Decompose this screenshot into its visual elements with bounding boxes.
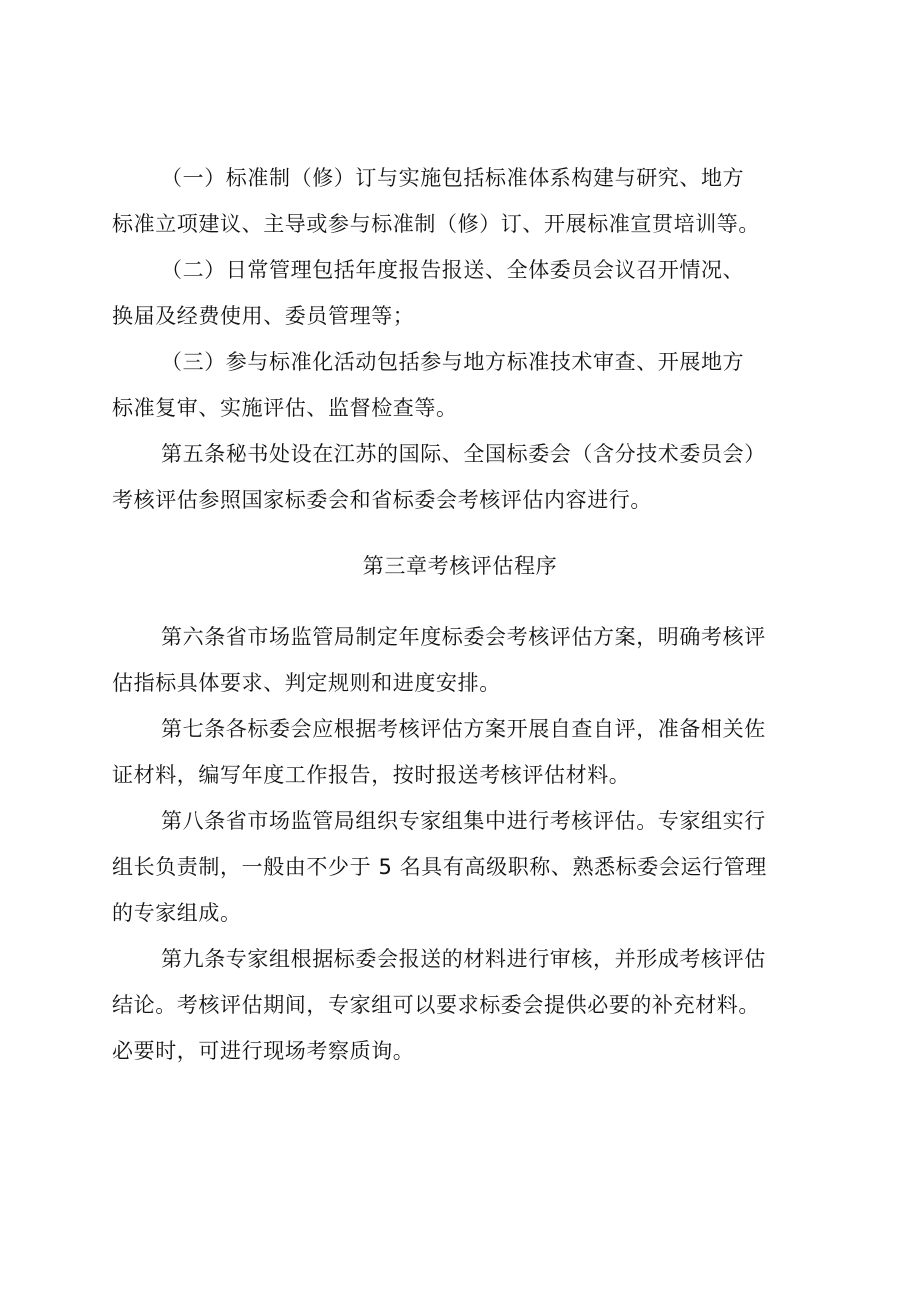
paragraph-line: 换届及经费使用、委员管理等；	[112, 304, 415, 328]
paragraph-line: （一）标准制（修）订与实施包括标准体系构建与研究、地方	[161, 166, 745, 190]
paragraph-line: 标准立项建议、主导或参与标准制（修）订、开展标准宣贯培训等。	[112, 212, 760, 236]
paragraph-daily-management	[112, 247, 824, 339]
paragraph-article-7	[112, 706, 824, 798]
paragraph-line: 标准复审、实施评估、监督检查等。	[112, 396, 458, 420]
paragraph-standardization-activities	[112, 339, 824, 431]
paragraph-line: （三）参与标准化活动包括参与地方标准技术审查、开展地方	[161, 350, 745, 374]
paragraph-line: 估指标具体要求、判定规则和进度安排。	[112, 671, 501, 695]
paragraph-line: 的专家组成。	[112, 901, 242, 925]
chapter-heading: 第三章考核评估程序	[362, 554, 558, 578]
paragraph-article-9	[112, 936, 824, 1074]
paragraph-line: 结论。考核评估期间，专家组可以要求标委会提供必要的补充材料。	[112, 993, 760, 1017]
paragraph-line: 第九条专家组根据标委会报送的材料进行审核，并形成考核评估	[161, 947, 766, 971]
paragraph-line: 第七条各标委会应根据考核评估方案开展自查自评，准备相关佐	[161, 717, 766, 741]
paragraph-article-5	[112, 431, 824, 523]
paragraph-line: 组长负责制，一般由不少于 5 名具有高级职称、熟悉标委会运行管理	[112, 855, 767, 879]
paragraph-line: 证材料，编写年度工作报告，按时报送考核评估材料。	[112, 763, 631, 787]
paragraph-standard-revision	[112, 155, 824, 247]
paragraph-line: 第五条秘书处设在江苏的国际、全国标委会（含分技术委员会）	[161, 442, 766, 466]
paragraph-line: 第六条省市场监管局制定年度标委会考核评估方案，明确考核评	[161, 625, 766, 649]
paragraph-article-6	[112, 614, 824, 706]
paragraph-line: （二）日常管理包括年度报告报送、全体委员会议召开情况、	[161, 258, 745, 282]
paragraph-line: 考核评估参照国家标委会和省标委会考核评估内容进行。	[112, 488, 652, 512]
paragraph-line: 必要时，可进行现场考察质询。	[112, 1039, 415, 1063]
paragraph-line: 第八条省市场监管局组织专家组集中进行考核评估。专家组实行	[161, 809, 766, 833]
paragraph-article-8	[112, 798, 824, 936]
